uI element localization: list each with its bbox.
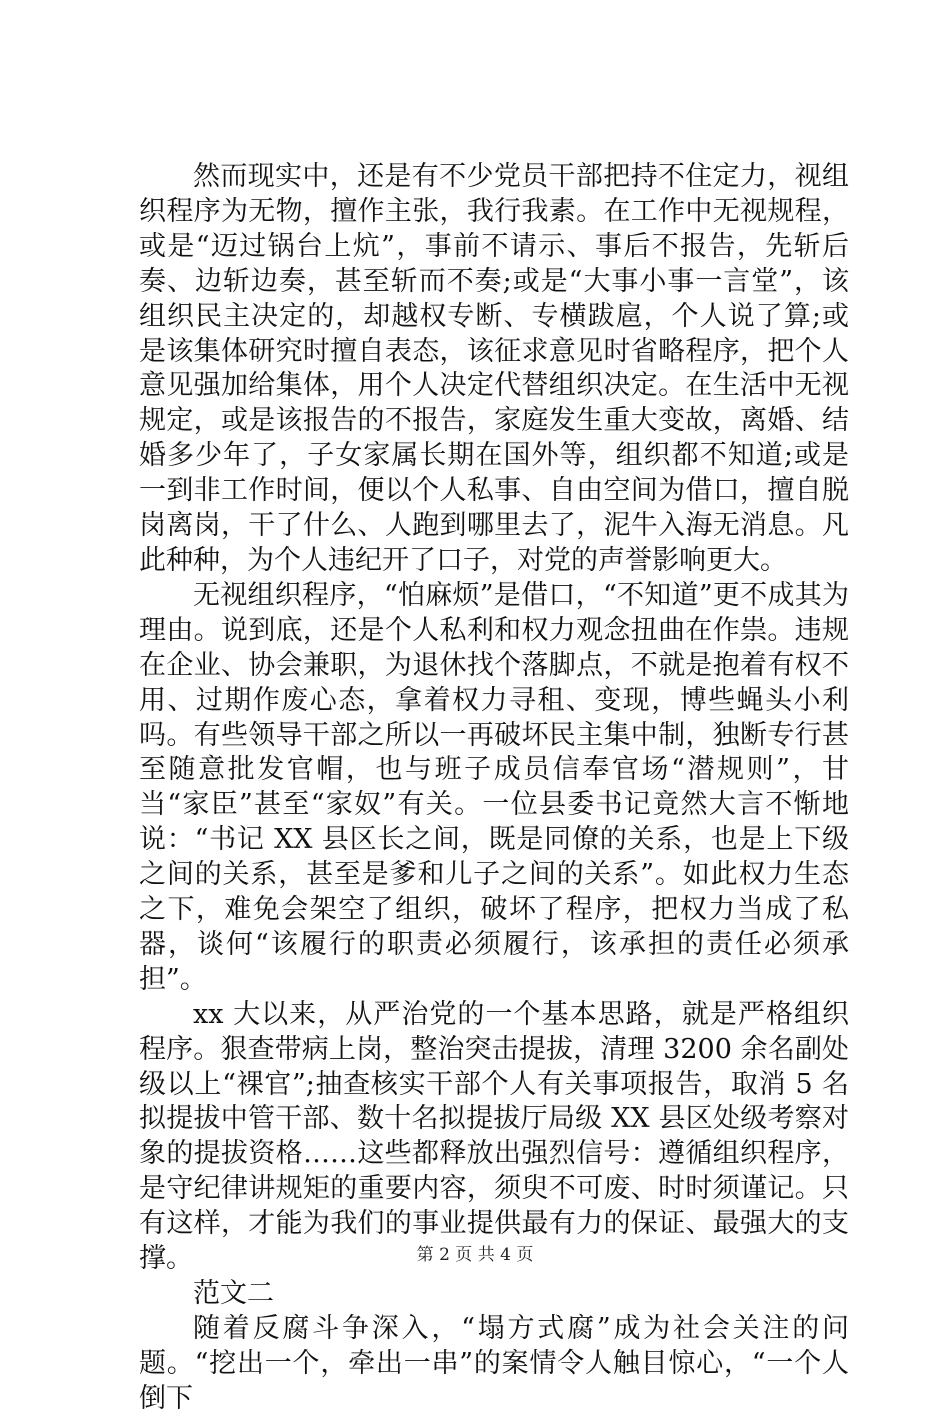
paragraph-1: 然而现实中，还是有不少党员干部把持不住定力，视组织程序为无物，擅作主张，我行我素。在工作中无视规程，或是“迈过锅台上炕”，事前不请示、事后不报告，先斩后奏、边斩边奏，甚至斩而不奏;或是“大事小事一言堂”，该组织民主决定的，却越权专断、专横跋扈，个人说了算;或是该集体研究时擅自表态，该征求意见时省略程序，把个人意见强加给集体，用个人决定代替组织决定。在生活中无视规定，或是该报告的不报告，家庭发生重大变故，离婚、结婚多少年了，子女家属长期在国外等，组织都不知道;或是一到非工作时间，便以个人私事、自由空间为借口，擅自脱岗离岗，干了什么、人跑到哪里去了，泥牛入海无消息。凡此种种，为个人违纪开了口子，对党的声誉影响更大。 xyxy=(139,161,849,576)
paragraph-3: xx 大以来，从严治党的一个基本思路，就是严格组织程序。狠查带病上岗，整治突击提拔，清理 3200 余名副处级以上“裸官”;抽查核实干部个人有关事项报告，取消 5 名拟提拔中管干部、数十名拟提拔厅局级 XX 县区处级考察对象的提拔资格……这些都释放出强烈信号：遵循组织程序，是守纪律讲规矩的重要内容，须臾不可废、时时须谨记。只有这样，才能为我们的事业提供最有力的保证、最强大的支撑。 xyxy=(139,998,849,1275)
document-body xyxy=(139,160,849,1417)
paragraph-4: 随着反腐斗争深入，“塌方式腐”成为社会关注的问题。“挖出一个，牵出一串”的案情令人触目惊心，“一个人倒下 xyxy=(139,1312,849,1414)
section-heading-fanwen-er: 范文二 xyxy=(193,1278,274,1309)
page-footer: 第 2 页 共 4 页 xyxy=(416,1245,534,1265)
paragraph-2: 无视组织程序，“怕麻烦”是借口，“不知道”更不成其为理由。说到底，还是个人私利和权力观念扭曲在作祟。违规在企业、协会兼职，为退休找个落脚点，不就是抱着有权不用、过期作废心态，拿着权力寻租、变现，博些蝇头小利吗。有些领导干部之所以一再破坏民主集中制，独断专行甚至随意批发官帽，也与班子成员信奉官场“潜规则”，甘当“家臣”甚至“家奴”有关。一位县委书记竟然大言不惭地说：“书记 XX 县区长之间，既是同僚的关系，也是上下级之间的关系，甚至是爹和儿子之间的关系”。如此权力生态之下，难免会架空了组织，破坏了程序，把权力当成了私器，谈何“该履行的职责必须履行，该承担的责任必须承担”。 xyxy=(139,579,849,995)
